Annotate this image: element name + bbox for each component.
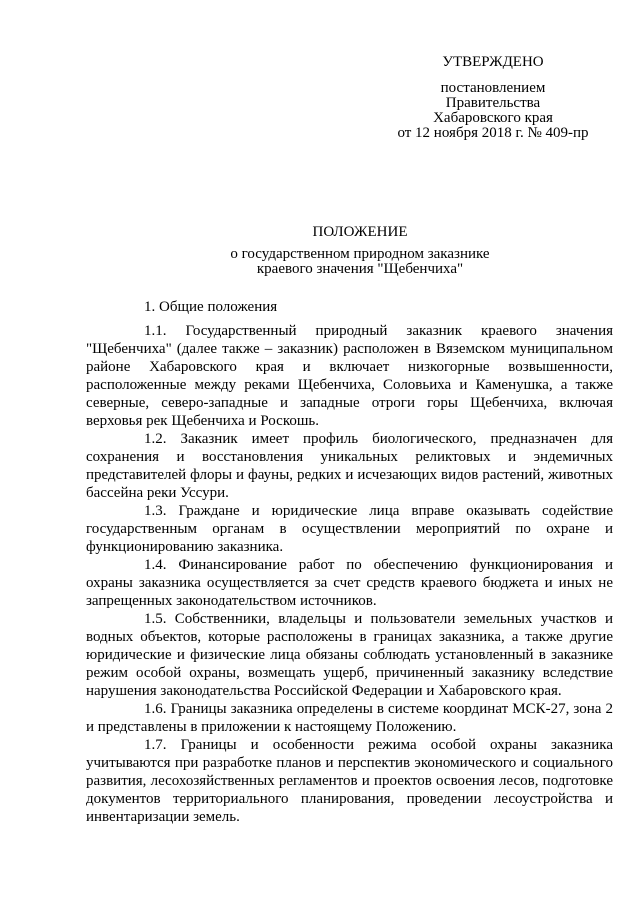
- section-heading: 1. Общие положения: [144, 299, 278, 315]
- approval-title: УТВЕРЖДЕНО: [442, 54, 544, 70]
- approval-line-3: Хабаровского края: [433, 110, 553, 126]
- paragraph-1-6: 1.6. Границы заказника определены в системе координат МСК-27, зона 2 и представлены в приложении к настоящему Положению.: [86, 701, 613, 735]
- approval-stamp: [368, 55, 618, 141]
- document-body: [86, 298, 613, 826]
- document-heading: [80, 225, 640, 277]
- document-title: ПОЛОЖЕНИЕ: [312, 224, 408, 240]
- paragraph-1-3: 1.3. Граждане и юридические лица вправе оказывать содействие государственным органам в осуществлении мероприятий по охране и функционированию заказника.: [86, 503, 613, 555]
- approval-line-4: от 12 ноября 2018 г. № 409-пр: [397, 125, 589, 141]
- paragraph-1-4: 1.4. Финансирование работ по обеспечению функционирования и охраны заказника осуществляется за счет средств краевого бюджета и иных не запрещенных законодательством источников.: [86, 557, 613, 609]
- paragraph-1-7: 1.7. Границы и особенности режима особой охраны заказника учитываются при разработке планов и перспектив экономического и социального развития, лесохозяйственных регламентов и проектов освоения лесов, подготовке документов территориального планирования, проведении лесоустройства и инвентаризации земель.: [86, 737, 613, 825]
- document-subtitle-line-2: краевого значения "Щебенчиха": [256, 261, 464, 277]
- paragraph-1-5: 1.5. Собственники, владельцы и пользователи земельных участков и водных объектов, которые расположены в границах заказника, а также другие юридические и физические лица обязаны соблюдать установленный в заказнике режим особой охраны, возмещать ущерб, причиненный заказнику вследствие нарушения законодательства Российской Федерации и Хабаровского края.: [86, 611, 613, 699]
- paragraph-1-1: 1.1. Государственный природный заказник краевого значения "Щебенчиха" (далее также – заказник) расположен в Вяземском муниципальном районе Хабаровского края и включает низкогорные возвышенности, расположенные между реками Щебенчиха, Соловьиха и Каменушка, а также северные, северо-западные и западные отроги горы Щебенчиха, включая верховья рек Щебенчиха и Роскошь.: [86, 323, 613, 429]
- approval-line-2: Правительства: [445, 95, 541, 111]
- approval-line-1: постановлением: [440, 80, 546, 96]
- document-subtitle-line-1: о государственном природном заказнике: [230, 246, 490, 262]
- paragraph-1-2: 1.2. Заказник имеет профиль биологического, предназначен для сохранения и восстановления уникальных реликтовых и эндемичных представителей флоры и фауны, редких и исчезающих видов растений, животных бассейна реки Уссури.: [86, 431, 613, 501]
